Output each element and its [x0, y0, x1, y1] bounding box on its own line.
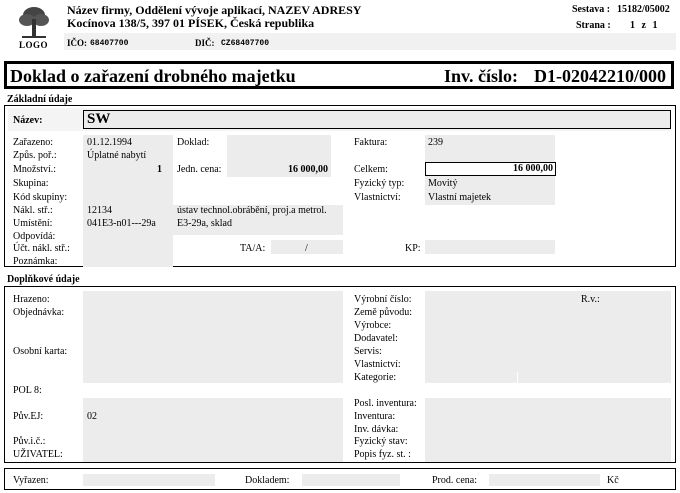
- sestava-label: Sestava :: [572, 4, 611, 15]
- faktura-value: 239: [428, 137, 443, 148]
- odpovida-label: Odpovídá:: [13, 231, 56, 242]
- jedn-cena-value: 16 000,00: [288, 164, 328, 175]
- celkem-label: Celkem:: [354, 164, 388, 175]
- nazev-value: SW: [87, 111, 111, 127]
- kp-label: KP:: [405, 243, 421, 254]
- section-divider: [4, 105, 676, 106]
- ico-label: IČO:: [67, 38, 87, 48]
- jedn-cena-label: Jedn. cena:: [177, 164, 222, 175]
- skupina-label: Skupina:: [13, 178, 49, 189]
- logo-label: LOGO: [19, 40, 49, 50]
- tree-logo-icon: [16, 5, 52, 39]
- celkem-value: 16 000,00: [513, 163, 553, 174]
- prod-cena-label: Prod. cena:: [432, 475, 477, 486]
- umisteni-label: Umístění:: [13, 218, 53, 229]
- pol8-label: POL 8:: [13, 385, 42, 396]
- umisteni-value: 041E3-n01---29a: [87, 218, 156, 229]
- company-name: Název firmy, Oddělení vývoje aplikací, NAZEV ADRESY: [67, 3, 362, 17]
- dic-value: CZ68407700: [221, 39, 270, 48]
- document-title: Doklad o zařazení drobného majetku: [10, 66, 296, 86]
- ta-label: TA/A:: [240, 243, 266, 254]
- rv-label: R.v.:: [581, 294, 600, 305]
- vlastnictvi-label: Vlastnictví:: [354, 192, 401, 203]
- kategorie-label: Kategorie:: [354, 372, 397, 383]
- uct-nakl-str-label: Účt. nákl. stř.:: [13, 243, 70, 254]
- inv-number-label: Inv. číslo:: [444, 66, 519, 86]
- vyrobni-cislo-label: Výrobní číslo:: [354, 294, 412, 305]
- fyzicky-stav-label: Fyzický stav:: [354, 436, 408, 447]
- company-address: Kocínova 138/5, 397 01 PÍSEK, Česká republika: [67, 16, 315, 30]
- hrazeno-label: Hrazeno:: [13, 294, 50, 305]
- inv-number-value: D1-02042210/000: [534, 66, 666, 86]
- vlastnictvi-value: Vlastní majetek: [428, 192, 492, 203]
- puv-ic-label: Pův.i.č.:: [13, 436, 46, 447]
- fyzicky-typ-label: Fyzický typ:: [354, 178, 405, 189]
- vyrazen-label: Vyřazen:: [13, 475, 49, 486]
- doklad-label: Doklad:: [177, 137, 210, 148]
- poznamka-label: Poznámka:: [13, 256, 58, 267]
- nakl-str-label: Nákl. stř.:: [13, 205, 53, 216]
- field-divider: [517, 372, 518, 383]
- osobni-karta-label: Osobní karta:: [13, 346, 68, 357]
- inventura-label: Inventura:: [354, 411, 396, 422]
- faktura-label: Faktura:: [354, 137, 388, 148]
- section-divider: [4, 462, 676, 463]
- sestava-value: 15182/05002: [617, 4, 670, 15]
- servis-label: Servis:: [354, 346, 382, 357]
- section-extra-label: Doplňkové údaje: [7, 274, 80, 285]
- company-logo: [16, 5, 52, 49]
- mnozstvi-label: Množství.:: [13, 164, 57, 175]
- zeme-puvodu-label: Země původu:: [354, 307, 413, 318]
- nazev-field: [83, 110, 671, 129]
- objednavka-label: Objednávka:: [13, 307, 65, 318]
- zarazeno-value: 01.12.1994: [87, 137, 132, 148]
- strana-label: Strana :: [576, 20, 611, 31]
- zpus-label: Způs. poř.:: [13, 150, 57, 161]
- zpus-value: Úplatné nabytí: [87, 150, 147, 161]
- section-border-left: [4, 105, 5, 267]
- dokladem-label: Dokladem:: [245, 475, 290, 486]
- vlastnictvi-extra-label: Vlastnictví:: [354, 359, 401, 370]
- mnozstvi-value: 1: [157, 164, 162, 175]
- vyrobce-label: Výrobce:: [354, 320, 392, 331]
- umisteni-desc: E3-29a, sklad: [177, 218, 232, 229]
- puv-ej-value: 02: [87, 411, 97, 422]
- ico-value: 68407700: [90, 39, 129, 48]
- nazev-label: Název:: [13, 115, 43, 126]
- puv-ej-label: Pův.EJ:: [13, 411, 44, 422]
- section-basic-label: Základní údaje: [7, 94, 73, 105]
- section-divider: [4, 286, 676, 287]
- dic-label: DIČ:: [195, 38, 215, 48]
- posl-inventura-label: Posl. inventura:: [354, 398, 417, 409]
- section-border-right: [675, 105, 676, 267]
- strana-value: 1 z 1: [630, 20, 658, 31]
- section-border-left: [4, 286, 5, 463]
- inv-davka-label: Inv. dávka:: [354, 424, 399, 435]
- zarazeno-label: Zařazeno:: [13, 137, 53, 148]
- dodavatel-label: Dodavatel:: [354, 333, 398, 344]
- ta-separator: /: [305, 243, 308, 254]
- uzivatel-label: UŽIVATEL:: [13, 449, 63, 460]
- nakl-str-desc: ústav technol.obrábění, proj.a metrol.: [177, 205, 327, 216]
- popis-fyz-st-label: Popis fyz. st. :: [354, 449, 411, 460]
- kod-skupiny-label: Kód skupiny:: [13, 192, 68, 203]
- nakl-str-value: 12134: [87, 205, 112, 216]
- section-border-right: [675, 286, 676, 463]
- currency-label: Kč: [607, 475, 619, 486]
- fyzicky-typ-value: Movitý: [428, 178, 458, 189]
